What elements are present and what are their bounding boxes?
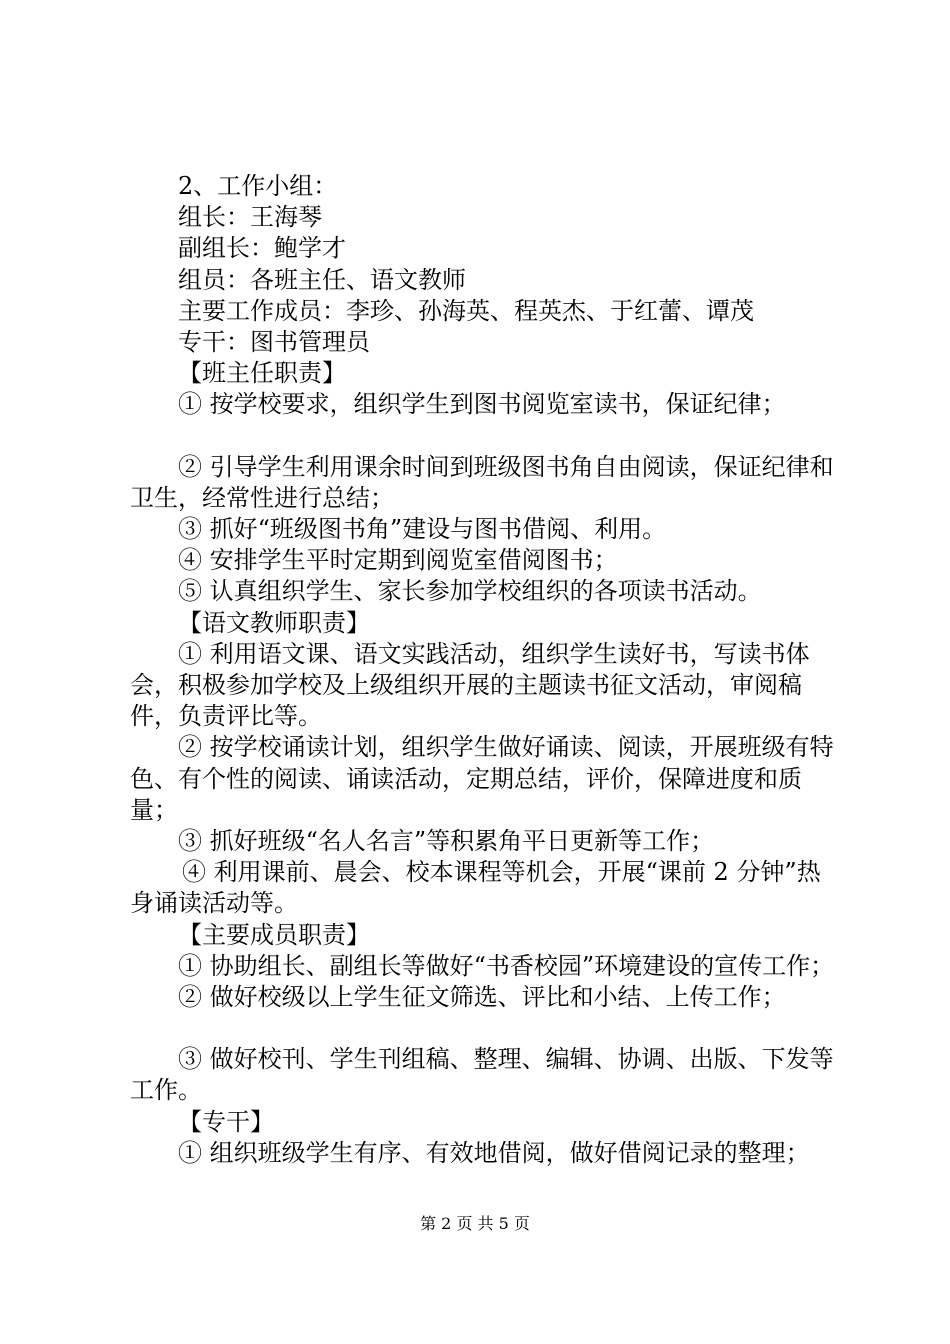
paragraph: ③ 做好校刊、学生刊组稿、整理、编辑、协调、出版、下发等工作。 [130, 1045, 834, 1105]
paragraph: 2、工作小组： [178, 172, 338, 200]
paragraph: 【专干】 [178, 1107, 274, 1136]
page-number: 第 2 页 共 5 页 [420, 1214, 530, 1233]
paragraph-gap [130, 421, 835, 452]
paragraph: ① 组织班级学生有序、有效地借阅，做好借阅记录的整理； [178, 1138, 810, 1167]
paragraph: ② 按学校诵读计划，组织学生做好诵读、阅读，开展班级有特色、有个性的阅读、诵读活动，定期总结，评价，保障进度和质量； [130, 733, 834, 824]
paragraph: 副组长：鲍学才 [178, 234, 346, 263]
paragraph: 主要工作成员：李珍、孙海英、程英杰、于红蕾、谭茂 [178, 296, 754, 325]
paragraph: 【主要成员职责】 [178, 920, 370, 949]
paragraph: ③ 抓好班级“名人名言”等积累角平日更新等工作； [178, 827, 715, 856]
paragraph: ① 按学校要求，组织学生到图书阅览室读书，保证纪律； [178, 390, 786, 419]
paragraph: 【语文教师职责】 [178, 608, 370, 637]
paragraph: 组员：各班主任、语文教师 [178, 265, 466, 294]
paragraph: 【班主任职责】 [178, 359, 346, 388]
paragraph: ① 协助组长、副组长等做好“书香校园”环境建设的宣传工作； [178, 951, 835, 980]
paragraph: 专干：图书管理员 [178, 328, 370, 357]
paragraph: ① 利用语文课、语文实践活动，组织学生读好书，写读书体会，积极参加学校及上级组织开展的主题读书征文活动，审阅稿件，负责评比等。 [130, 639, 810, 731]
paragraph: ⑤ 认真组织学生、家长参加学校组织的各项读书活动。 [178, 577, 762, 606]
document-body [130, 171, 835, 1169]
paragraph: ③ 抓好“班级图书角”建设与图书借阅、利用。 [178, 515, 667, 544]
paragraph: ④ 安排学生平时定期到阅览室借阅图书； [178, 546, 618, 575]
paragraph: ② 做好校级以上学生征文筛选、评比和小结、上传工作； [178, 983, 786, 1012]
paragraph-gap [130, 1013, 835, 1044]
paragraph: 组长：王海琴 [178, 203, 322, 232]
paragraph: ④ 利用课前、晨会、校本课程等机会，开展“课前 2 分钟”热身诵读活动等。 [130, 858, 821, 918]
paragraph: ② 引导学生利用课余时间到班级图书角自由阅读，保证纪律和卫生，经常性进行总结； [130, 452, 834, 512]
